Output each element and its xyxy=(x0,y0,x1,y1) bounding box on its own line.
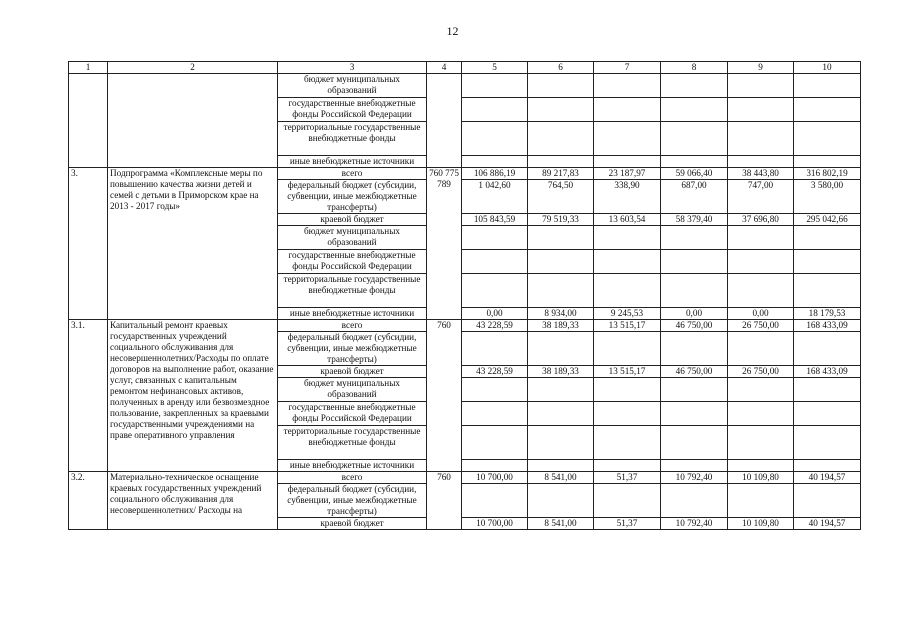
value-cell xyxy=(661,332,728,366)
value-cell: 18 179,53 xyxy=(794,308,861,320)
table-row xyxy=(69,320,861,332)
value-cell xyxy=(794,484,861,518)
value-cell xyxy=(728,156,794,168)
funding-source-cell: иные внебюджетные источники xyxy=(278,308,427,320)
value-cell xyxy=(728,98,794,122)
funding-source-cell: иные внебюджетные источники xyxy=(278,460,427,472)
value-cell xyxy=(728,402,794,426)
value-cell xyxy=(594,274,661,308)
funding-source-cell: бюджет муниципальных образований xyxy=(278,378,427,402)
value-cell xyxy=(728,274,794,308)
funding-source-cell: территориальные государственные внебюджетные фонды xyxy=(278,274,427,308)
table-body xyxy=(69,74,861,530)
value-cell xyxy=(594,332,661,366)
value-cell: 10 792,40 xyxy=(661,518,728,530)
value-cell: 105 843,59 xyxy=(462,214,528,226)
value-cell xyxy=(462,250,528,274)
funding-source-cell: государственные внебюджетные фонды Российской Федерации xyxy=(278,98,427,122)
value-cell: 1 042,60 xyxy=(462,180,528,214)
code-cell xyxy=(427,74,462,168)
funding-source-cell: всего xyxy=(278,320,427,332)
value-cell xyxy=(528,484,594,518)
header-row xyxy=(69,62,861,74)
value-cell xyxy=(794,156,861,168)
header-cell: 9 xyxy=(728,62,794,74)
funding-source-cell: государственные внебюджетные фонды Российской Федерации xyxy=(278,250,427,274)
value-cell: 687,00 xyxy=(661,180,728,214)
header-cell: 1 xyxy=(69,62,108,74)
row-name-cell xyxy=(108,74,278,168)
funding-source-cell: иные внебюджетные источники xyxy=(278,156,427,168)
value-cell xyxy=(794,274,861,308)
value-cell xyxy=(594,122,661,156)
value-cell xyxy=(594,426,661,460)
value-cell: 10 109,80 xyxy=(728,518,794,530)
funding-source-cell: всего xyxy=(278,472,427,484)
value-cell: 10 700,00 xyxy=(462,472,528,484)
value-cell: 37 696,80 xyxy=(728,214,794,226)
value-cell: 0,00 xyxy=(661,308,728,320)
row-name-cell: Материально-техническое оснащение краевых государственных учреждений социального обслуживания для несовершеннолетних/ Расходы на xyxy=(108,472,278,530)
value-cell: 8 541,00 xyxy=(528,472,594,484)
value-cell: 10 109,80 xyxy=(728,472,794,484)
value-cell: 316 802,19 xyxy=(794,168,861,180)
value-cell xyxy=(661,378,728,402)
value-cell xyxy=(462,274,528,308)
value-cell xyxy=(728,226,794,250)
value-cell: 79 519,33 xyxy=(528,214,594,226)
value-cell xyxy=(528,274,594,308)
value-cell xyxy=(661,274,728,308)
header-cell: 2 xyxy=(108,62,278,74)
funding-source-cell: краевой бюджет xyxy=(278,366,427,378)
value-cell xyxy=(594,460,661,472)
value-cell xyxy=(728,332,794,366)
funding-source-cell: всего xyxy=(278,168,427,180)
funding-source-cell: бюджет муниципальных образований xyxy=(278,74,427,98)
value-cell xyxy=(528,226,594,250)
value-cell xyxy=(594,484,661,518)
value-cell xyxy=(728,460,794,472)
value-cell: 0,00 xyxy=(728,308,794,320)
value-cell: 38 189,33 xyxy=(528,366,594,378)
funding-source-cell: территориальные государственные внебюджетные фонды xyxy=(278,122,427,156)
value-cell: 26 750,00 xyxy=(728,366,794,378)
value-cell: 40 194,57 xyxy=(794,518,861,530)
value-cell xyxy=(528,402,594,426)
value-cell xyxy=(462,426,528,460)
value-cell: 295 042,66 xyxy=(794,214,861,226)
value-cell xyxy=(528,122,594,156)
row-name-cell: Капитальный ремонт краевых государственных учреждений социального обслуживания для несовершеннолетних/Расходы по оплате договоров на выполнение работ, оказание услуг, связанных с капитальным ремонтом нефинансовых активов, полученных в аренду или безвозмездное пользование, закрепленных за краевыми государственными учреждениями на праве оперативного управления xyxy=(108,320,278,472)
value-cell xyxy=(462,122,528,156)
value-cell xyxy=(728,378,794,402)
value-cell: 764,50 xyxy=(528,180,594,214)
value-cell: 747,00 xyxy=(728,180,794,214)
value-cell: 51,37 xyxy=(594,472,661,484)
row-number-cell: 3.1. xyxy=(69,320,108,472)
value-cell xyxy=(462,378,528,402)
value-cell: 168 433,09 xyxy=(794,320,861,332)
value-cell xyxy=(728,426,794,460)
value-cell xyxy=(462,74,528,98)
value-cell xyxy=(528,332,594,366)
funding-source-cell: федеральный бюджет (субсидии, субвенции, иные межбюджетные трансферты) xyxy=(278,332,427,366)
value-cell xyxy=(794,98,861,122)
value-cell: 40 194,57 xyxy=(794,472,861,484)
value-cell xyxy=(462,226,528,250)
value-cell xyxy=(794,426,861,460)
row-number-cell xyxy=(69,74,108,168)
value-cell xyxy=(462,156,528,168)
value-cell: 106 886,19 xyxy=(462,168,528,180)
value-cell xyxy=(794,122,861,156)
value-cell xyxy=(661,460,728,472)
value-cell xyxy=(462,484,528,518)
value-cell: 8 541,00 xyxy=(528,518,594,530)
value-cell xyxy=(661,484,728,518)
funding-source-cell: бюджет муниципальных образований xyxy=(278,226,427,250)
value-cell: 89 217,83 xyxy=(528,168,594,180)
value-cell xyxy=(728,250,794,274)
table-row xyxy=(69,472,861,484)
budget-table xyxy=(68,61,861,530)
header-cell: 7 xyxy=(594,62,661,74)
value-cell xyxy=(661,426,728,460)
header-cell: 3 xyxy=(278,62,427,74)
value-cell: 51,37 xyxy=(594,518,661,530)
value-cell xyxy=(594,378,661,402)
value-cell: 168 433,09 xyxy=(794,366,861,378)
value-cell xyxy=(462,460,528,472)
value-cell xyxy=(594,250,661,274)
row-number-cell: 3. xyxy=(69,168,108,320)
funding-source-cell: территориальные государственные внебюджетные фонды xyxy=(278,426,427,460)
value-cell xyxy=(528,98,594,122)
header-cell: 10 xyxy=(794,62,861,74)
value-cell: 0,00 xyxy=(462,308,528,320)
value-cell: 13 515,17 xyxy=(594,366,661,378)
value-cell xyxy=(528,250,594,274)
code-cell: 760 775 789 xyxy=(427,168,462,320)
value-cell: 43 228,59 xyxy=(462,320,528,332)
value-cell: 338,90 xyxy=(594,180,661,214)
value-cell: 13 515,17 xyxy=(594,320,661,332)
value-cell xyxy=(794,74,861,98)
value-cell xyxy=(528,156,594,168)
value-cell xyxy=(594,226,661,250)
value-cell xyxy=(462,332,528,366)
funding-source-cell: федеральный бюджет (субсидии, субвенции, иные межбюджетные трансферты) xyxy=(278,484,427,518)
funding-source-cell: краевой бюджет xyxy=(278,214,427,226)
value-cell xyxy=(594,156,661,168)
value-cell: 46 750,00 xyxy=(661,320,728,332)
table-row xyxy=(69,74,861,98)
value-cell xyxy=(661,402,728,426)
value-cell: 8 934,00 xyxy=(528,308,594,320)
code-cell: 760 xyxy=(427,472,462,530)
value-cell xyxy=(794,226,861,250)
value-cell xyxy=(462,98,528,122)
funding-source-cell: федеральный бюджет (субсидии, субвенции, иные межбюджетные трансферты) xyxy=(278,180,427,214)
value-cell xyxy=(528,426,594,460)
page-number: 12 xyxy=(446,24,459,38)
value-cell xyxy=(794,460,861,472)
value-cell: 9 245,53 xyxy=(594,308,661,320)
value-cell xyxy=(794,402,861,426)
funding-source-cell: государственные внебюджетные фонды Российской Федерации xyxy=(278,402,427,426)
value-cell: 10 700,00 xyxy=(462,518,528,530)
value-cell xyxy=(528,460,594,472)
value-cell: 43 228,59 xyxy=(462,366,528,378)
value-cell xyxy=(528,378,594,402)
header-cell: 8 xyxy=(661,62,728,74)
value-cell: 10 792,40 xyxy=(661,472,728,484)
value-cell xyxy=(462,402,528,426)
row-name-cell: Подпрограмма «Комплексные меры по повышению качества жизни детей и семей с детьми в Приморском крае на 2013 - 2017 годы» xyxy=(108,168,278,320)
value-cell xyxy=(661,156,728,168)
value-cell xyxy=(661,74,728,98)
value-cell xyxy=(794,378,861,402)
value-cell xyxy=(594,74,661,98)
row-number-cell: 3.2. xyxy=(69,472,108,530)
table-row xyxy=(69,168,861,180)
value-cell xyxy=(661,98,728,122)
value-cell xyxy=(594,402,661,426)
header-cell: 5 xyxy=(462,62,528,74)
value-cell: 46 750,00 xyxy=(661,366,728,378)
value-cell: 59 066,40 xyxy=(661,168,728,180)
value-cell xyxy=(528,74,594,98)
code-cell: 760 xyxy=(427,320,462,472)
value-cell xyxy=(728,484,794,518)
value-cell: 23 187,97 xyxy=(594,168,661,180)
value-cell xyxy=(794,332,861,366)
funding-source-cell: краевой бюджет xyxy=(278,518,427,530)
value-cell xyxy=(661,226,728,250)
value-cell xyxy=(728,122,794,156)
value-cell: 58 379,40 xyxy=(661,214,728,226)
value-cell: 13 603,54 xyxy=(594,214,661,226)
header-cell: 4 xyxy=(427,62,462,74)
header-cell: 6 xyxy=(528,62,594,74)
value-cell xyxy=(661,122,728,156)
value-cell xyxy=(594,98,661,122)
value-cell: 38 443,80 xyxy=(728,168,794,180)
value-cell: 3 580,00 xyxy=(794,180,861,214)
value-cell: 26 750,00 xyxy=(728,320,794,332)
value-cell xyxy=(728,74,794,98)
value-cell xyxy=(794,250,861,274)
value-cell xyxy=(661,250,728,274)
value-cell: 38 189,33 xyxy=(528,320,594,332)
